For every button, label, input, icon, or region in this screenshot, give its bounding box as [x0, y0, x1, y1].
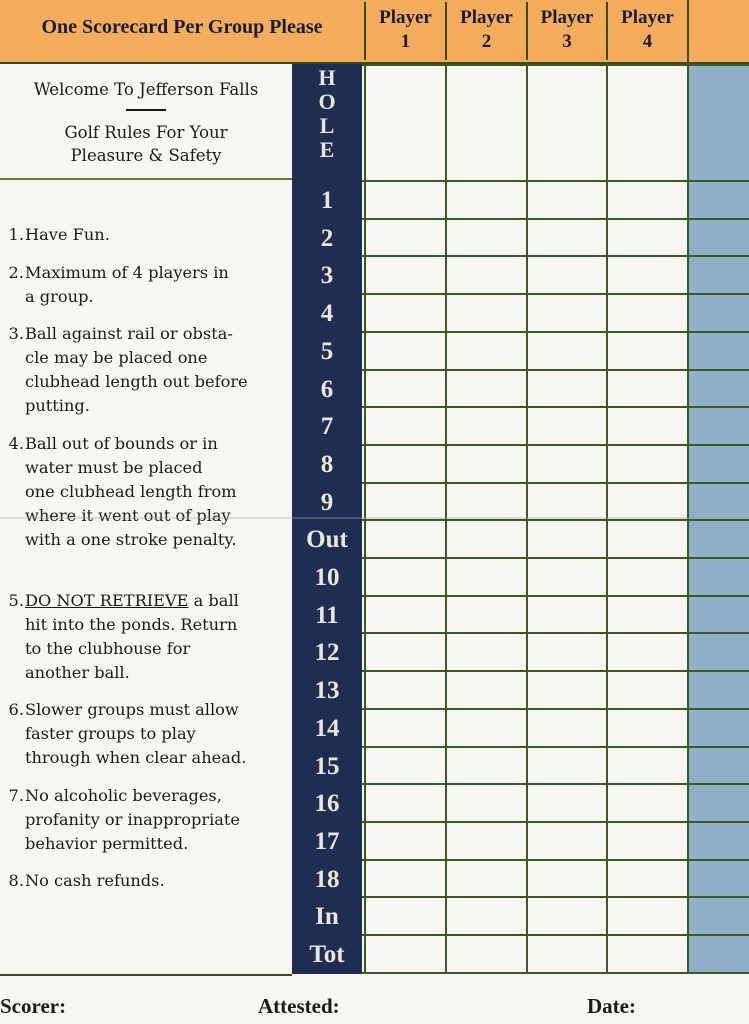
hole-label: In: [315, 903, 339, 931]
score-cell[interactable]: [447, 748, 526, 784]
rules-heading-line-2: Pleasure & Safety: [70, 146, 222, 165]
score-cell[interactable]: [528, 785, 606, 821]
hole-header-letter: O: [318, 89, 336, 114]
card-title: One Scorecard Per Group Please: [41, 16, 323, 38]
score-cell[interactable]: [447, 257, 526, 293]
score-cell[interactable]: [447, 371, 526, 407]
hole-label: 7: [320, 413, 334, 441]
welcome-divider: [126, 109, 166, 111]
score-cell[interactable]: [447, 66, 526, 180]
score-cell[interactable]: [366, 446, 445, 482]
score-cell[interactable]: [366, 182, 445, 218]
rule-3: 3. Ball against rail or obsta- cle may be placed one clubhead length out before putting.: [8, 324, 248, 415]
score-cell[interactable]: [366, 257, 445, 293]
rules-heading-line-1: Golf Rules For Your: [64, 123, 228, 142]
score-cell[interactable]: [528, 521, 606, 557]
hole-header-letter: L: [319, 113, 335, 138]
score-cell[interactable]: [528, 710, 606, 746]
score-cell[interactable]: [608, 408, 687, 444]
score-cell[interactable]: [608, 182, 687, 218]
hole-header-letter: E: [319, 137, 335, 162]
score-cell[interactable]: [366, 634, 445, 670]
score-cell[interactable]: [366, 408, 445, 444]
attested-label: Attested:: [258, 994, 340, 1018]
score-cell[interactable]: [366, 785, 445, 821]
score-cell[interactable]: [366, 898, 445, 934]
score-cell[interactable]: [447, 295, 526, 331]
rule-4: 4. Ball out of bounds or in water must be placed one clubhead length from where it went out of play with a one stroke penalty.: [8, 434, 237, 549]
hole-label: 13: [314, 677, 340, 705]
score-cell[interactable]: [528, 408, 606, 444]
rule-2: 2. Maximum of 4 players in a group.: [8, 263, 229, 306]
score-cell[interactable]: [447, 333, 526, 369]
hole-label: 3: [320, 262, 334, 290]
hole-label: 9: [320, 488, 334, 516]
score-cell[interactable]: [447, 785, 526, 821]
score-cell[interactable]: [366, 823, 445, 859]
hole-label: Out: [306, 526, 348, 554]
score-cell[interactable]: [528, 484, 606, 520]
welcome-block: [0, 78, 292, 167]
score-cell[interactable]: [366, 861, 445, 897]
score-cell[interactable]: [608, 333, 687, 369]
score-cell[interactable]: [447, 861, 526, 897]
score-cell[interactable]: [366, 672, 445, 708]
hole-label: 12: [314, 639, 340, 667]
rule-1: 1. Have Fun.: [8, 225, 110, 244]
score-cell[interactable]: [447, 710, 526, 746]
score-cell[interactable]: [447, 898, 526, 934]
score-cell[interactable]: [447, 559, 526, 595]
score-cell[interactable]: [528, 182, 606, 218]
score-cell[interactable]: [608, 898, 687, 934]
hole-label: 16: [314, 790, 340, 818]
hole-label: 14: [314, 714, 340, 742]
player-1-header: Player 1: [364, 2, 445, 60]
score-cell[interactable]: [608, 748, 687, 784]
scorer-label: Scorer:: [0, 994, 67, 1018]
score-cell[interactable]: [608, 710, 687, 746]
score-cell[interactable]: [528, 672, 606, 708]
score-cell[interactable]: [366, 748, 445, 784]
score-cell[interactable]: [608, 936, 687, 972]
score-cell[interactable]: [608, 446, 687, 482]
grid-row-line: [362, 972, 749, 974]
score-cell[interactable]: [528, 748, 606, 784]
score-cell[interactable]: [608, 861, 687, 897]
score-cell[interactable]: [366, 295, 445, 331]
score-cell[interactable]: [608, 220, 687, 256]
hole-label: 6: [320, 375, 334, 403]
score-cell[interactable]: [447, 521, 526, 557]
score-cell[interactable]: [608, 785, 687, 821]
hole-label: 5: [320, 337, 334, 365]
rule-7: 7. No alcoholic beverages, profanity or inappropriate behavior permitted.: [8, 786, 240, 853]
hole-label: Tot: [309, 941, 345, 968]
player-4-header: Player 4: [606, 2, 687, 60]
score-cell[interactable]: [447, 634, 526, 670]
score-cell[interactable]: [528, 371, 606, 407]
score-cell[interactable]: [447, 823, 526, 859]
score-cell[interactable]: [528, 66, 606, 180]
player-2-header: Player 2: [445, 2, 526, 60]
rule-6: 6. Slower groups must allow faster groups to play through when clear ahead.: [8, 700, 247, 767]
rules-panel: [0, 64, 292, 976]
hole-label: 1: [320, 187, 334, 214]
score-cell[interactable]: [608, 597, 687, 633]
hole-label: 8: [320, 450, 334, 478]
score-cell[interactable]: [447, 446, 526, 482]
hole-label: 11: [315, 601, 339, 629]
score-cell[interactable]: [528, 597, 606, 633]
hole-label: 2: [320, 224, 334, 252]
score-cell[interactable]: [608, 672, 687, 708]
player-3-header: Player 3: [526, 2, 606, 60]
score-cell[interactable]: [608, 66, 687, 180]
score-cell[interactable]: [528, 861, 606, 897]
hole-label: 18: [314, 865, 340, 893]
score-cell[interactable]: [366, 333, 445, 369]
score-cell[interactable]: [528, 446, 606, 482]
rule-8: 8. No cash refunds.: [8, 871, 165, 890]
score-cell[interactable]: [528, 634, 606, 670]
score-cell[interactable]: [366, 936, 445, 972]
score-cell[interactable]: [366, 371, 445, 407]
score-cell[interactable]: [608, 371, 687, 407]
score-cell[interactable]: [447, 408, 526, 444]
score-cell[interactable]: [447, 597, 526, 633]
score-cell[interactable]: [447, 484, 526, 520]
hole-label: 15: [314, 752, 340, 780]
score-cell[interactable]: [608, 634, 687, 670]
score-cell[interactable]: [528, 333, 606, 369]
score-cell[interactable]: [447, 220, 526, 256]
date-label: Date:: [587, 994, 636, 1018]
rules-divider: [0, 178, 292, 180]
score-cell[interactable]: [528, 220, 606, 256]
score-cell[interactable]: [608, 559, 687, 595]
score-cell[interactable]: [608, 295, 687, 331]
score-cell[interactable]: [528, 936, 606, 972]
score-cell[interactable]: [528, 823, 606, 859]
score-cell[interactable]: [366, 559, 445, 595]
do-not-retrieve-emphasis: DO NOT RETRIEVE: [25, 591, 189, 610]
score-cell[interactable]: [528, 257, 606, 293]
score-cell[interactable]: [608, 823, 687, 859]
welcome-heading: Welcome To Jefferson Falls: [33, 80, 259, 99]
score-cell[interactable]: [447, 936, 526, 972]
score-cell[interactable]: [366, 597, 445, 633]
score-cell[interactable]: [366, 66, 445, 180]
hole-label: 17: [314, 827, 340, 855]
score-cell[interactable]: [608, 521, 687, 557]
rule-5: 5. DO NOT RETRIEVE a ball hit into the ponds. Return to the clubhouse for another ball.: [8, 591, 239, 682]
hole-label: 4: [320, 300, 334, 328]
fold-crease: [0, 517, 749, 519]
score-cell[interactable]: [528, 898, 606, 934]
score-cell[interactable]: [366, 484, 445, 520]
score-cell[interactable]: [608, 257, 687, 293]
hole-label: 10: [314, 564, 340, 591]
score-cell[interactable]: [608, 484, 687, 520]
score-cell[interactable]: [366, 220, 445, 256]
score-cell[interactable]: [447, 182, 526, 218]
score-cell[interactable]: [528, 295, 606, 331]
score-cell[interactable]: [366, 710, 445, 746]
score-cell[interactable]: [447, 672, 526, 708]
hole-header-letter: H: [318, 65, 336, 90]
score-cell[interactable]: [366, 521, 445, 557]
extra-column-header: [687, 0, 749, 62]
score-cell[interactable]: [528, 559, 606, 595]
